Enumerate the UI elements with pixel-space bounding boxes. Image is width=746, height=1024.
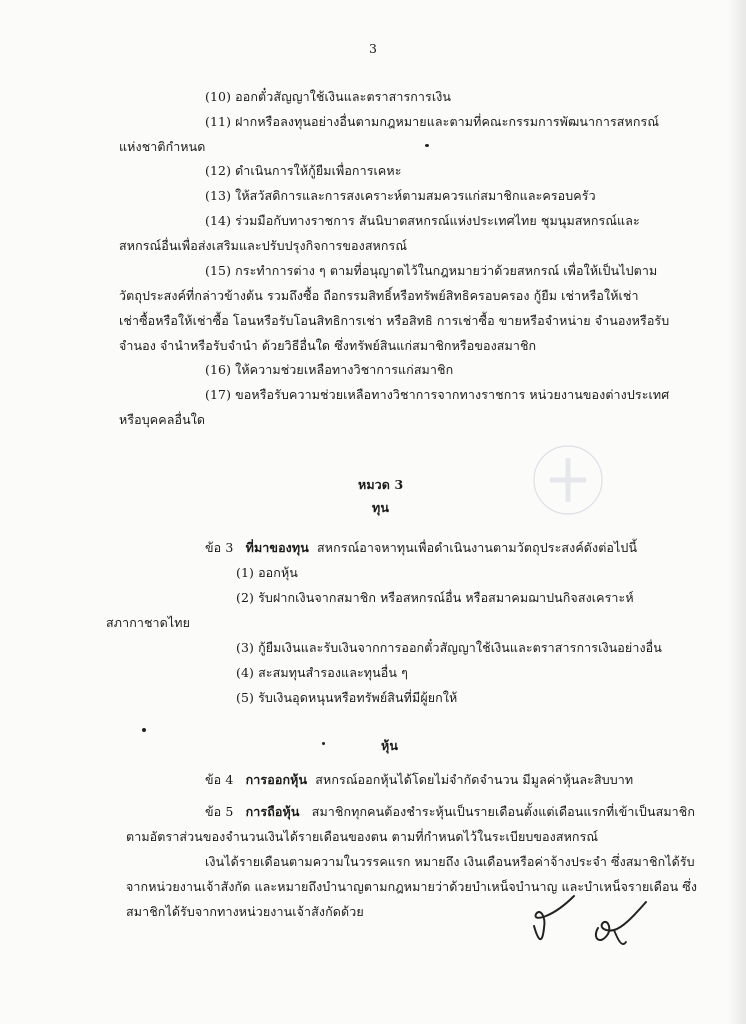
article-3-heading: ที่มาของทุน bbox=[245, 540, 309, 555]
article-4-heading: การออกหุ้น bbox=[245, 772, 308, 787]
chapter-title: ทุน bbox=[372, 500, 389, 515]
list-item-continuation: แห่งชาติกำหนด bbox=[119, 139, 206, 154]
list-item: (17) ขอหรือรับความช่วยเหลือทางวิชาการจากทางราชการ หน่วยงานของต่างประเทศ bbox=[205, 387, 670, 402]
article-4 bbox=[205, 772, 633, 788]
article-3-item: (3) กู้ยืมเงินและรับเงินจากการออกตั๋วสัญญาใช้เงินและตราสารการเงินอย่างอื่น bbox=[236, 640, 662, 655]
bleed-through-seal-icon bbox=[528, 440, 608, 520]
scan-speck bbox=[142, 728, 146, 732]
article-3-item: (5) รับเงินอุดหนุนหรือทรัพย์สินที่มีผู้ยกให้ bbox=[236, 690, 458, 705]
article-4-text: สหกรณ์ออกหุ้นได้โดยไม่จำกัดจำนวน มีมูลค่าหุ้นละสิบบาท bbox=[315, 772, 634, 787]
list-item-continuation: หรือบุคคลอื่นใด bbox=[119, 412, 206, 427]
scan-edge bbox=[728, 0, 746, 1024]
article-5-heading: การถือหุ้น bbox=[245, 804, 300, 819]
article-5-line-1: สมาชิกทุกคนต้องชำระหุ้นเป็นรายเดือนตั้งแต่เดือนแรกที่เข้าเป็นสมาชิก bbox=[311, 804, 696, 819]
list-item-continuation: วัตถุประสงค์ที่กล่าวข้างต้น รวมถึงซื้อ ถือกรรมสิทธิ์หรือทรัพย์สิทธิครอบครอง กู้ยืม เช่าหรือให้เช่า bbox=[119, 288, 639, 303]
article-3 bbox=[205, 540, 637, 556]
article-3-prefix: ข้อ 3 bbox=[205, 540, 234, 555]
list-item: (16) ให้ความช่วยเหลือทางวิชาการแก่สมาชิก bbox=[205, 362, 454, 377]
list-item-continuation: สหกรณ์อื่นเพื่อส่งเสริมและปรับปรุงกิจการของสหกรณ์ bbox=[119, 238, 408, 253]
article-5-line-2: ตามอัตราส่วนของจำนวนเงินได้รายเดือนของตน ตามที่กำหนดไว้ในระเบียบของสหกรณ์ bbox=[126, 829, 599, 844]
article-3-item-continuation: สภากาชาดไทย bbox=[106, 615, 191, 630]
scan-speck bbox=[322, 742, 325, 745]
scan-speck bbox=[425, 144, 429, 147]
article-3-text: สหกรณ์อาจหาทุนเพื่อดำเนินงานตามวัตถุประสงค์ดังต่อไปนี้ bbox=[317, 540, 638, 555]
article-4-prefix: ข้อ 4 bbox=[205, 772, 234, 787]
article-5 bbox=[205, 804, 695, 820]
article-5-line-5: สมาชิกได้รับจากทางหน่วยงานเจ้าสังกัดด้วย bbox=[126, 904, 364, 919]
list-item: (13) ให้สวัสดิการและการสงเคราะห์ตามสมควรแก่สมาชิกและครอบครัว bbox=[205, 188, 596, 203]
article-5-line-3: เงินได้รายเดือนตามความในวรรคแรก หมายถึง เงินเดือนหรือค่าจ้างประจำ ซึ่งสมาชิกได้รับ bbox=[205, 854, 695, 869]
article-3-item: (4) สะสมทุนสำรองและทุนอื่น ๆ bbox=[236, 665, 408, 680]
article-3-item: (2) รับฝากเงินจากสมาชิก หรือสหกรณ์อื่น หรือสมาคมฌาปนกิจสงเคราะห์ bbox=[236, 590, 634, 605]
list-item: (11) ฝากหรือลงทุนอย่างอื่นตามกฎหมายและตามที่คณะกรรมการพัฒนาการสหกรณ์ bbox=[205, 114, 660, 129]
chapter-number: หมวด 3 bbox=[358, 477, 404, 492]
section-shares-heading: หุ้น bbox=[381, 738, 398, 753]
list-item-continuation: เช่าซื้อหรือให้เช่าซื้อ โอนหรือรับโอนสิทธิการเช่า หรือสิทธิ การเช่าซื้อ ขายหรือจำหน่าย จำนองหรือรับ bbox=[119, 313, 670, 328]
article-5-prefix: ข้อ 5 bbox=[205, 804, 234, 819]
list-item: (14) ร่วมมือกับทางราชการ สันนิบาตสหกรณ์แห่งประเทศไทย ชุมนุมสหกรณ์และ bbox=[205, 213, 640, 228]
page-number: 3 bbox=[369, 41, 378, 56]
article-3-item: (1) ออกหุ้น bbox=[236, 565, 298, 580]
list-item-continuation: จำนอง จำนำหรือรับจำนำ ด้วยวิธีอื่นใด ซึ่งทรัพย์สินแก่สมาชิกหรือของสมาชิก bbox=[119, 338, 537, 353]
list-item: (15) กระทำการต่าง ๆ ตามที่อนุญาตไว้ในกฎหมายว่าด้วยสหกรณ์ เพื่อให้เป็นไปตาม bbox=[205, 263, 658, 278]
article-5-line-4: จากหน่วยงานเจ้าสังกัด และหมายถึงบำนาญตามกฎหมายว่าด้วยบำเหน็จบำนาญ และบำเหน็จรายเดือน ซึ่ง bbox=[126, 879, 698, 894]
signature-initials-icon bbox=[522, 888, 672, 958]
list-item: (10) ออกตั๋วสัญญาใช้เงินและตราสารการเงิน bbox=[205, 89, 452, 104]
list-item: (12) ดำเนินการให้กู้ยืมเพื่อการเคหะ bbox=[205, 163, 402, 178]
